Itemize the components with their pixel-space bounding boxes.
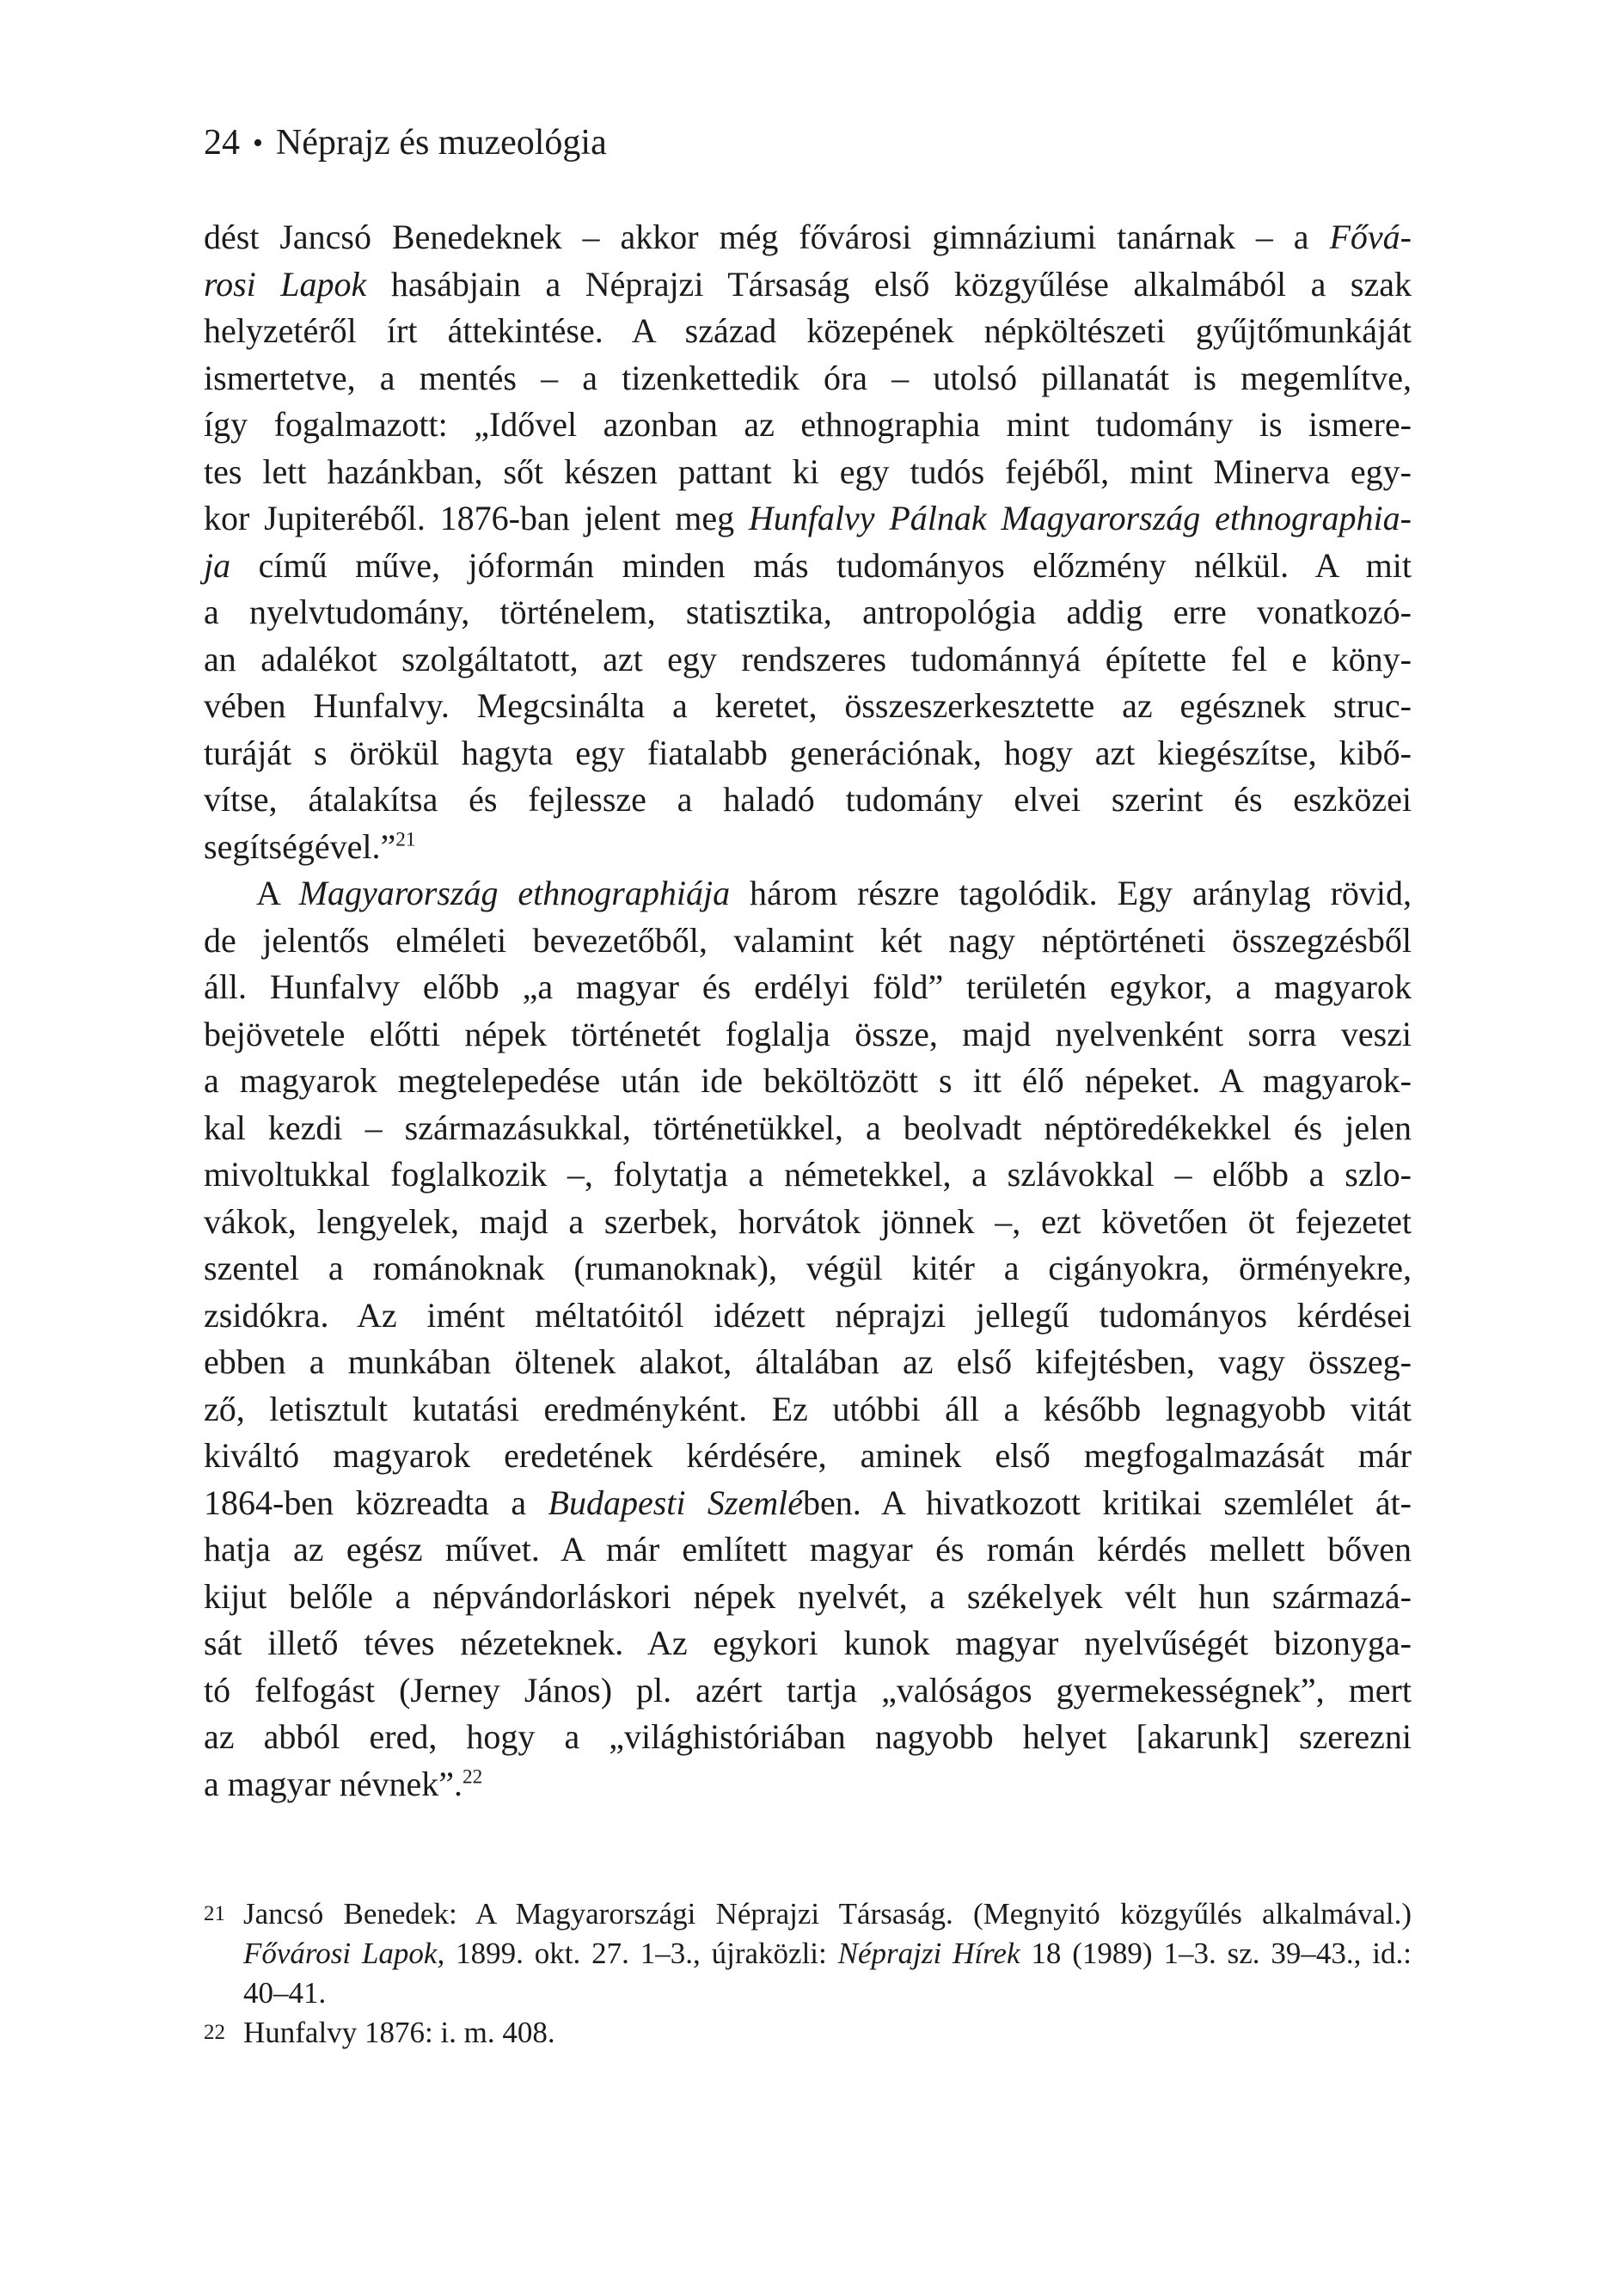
body-line (204, 870, 1412, 918)
body-line (204, 730, 1412, 777)
text-run: 18 (1989) 1–3. sz. 39–43., id.: (1020, 1937, 1412, 1970)
body-line (204, 918, 1412, 965)
footnote-reference: 21 (395, 828, 416, 851)
italic-text-run: Fővárosi Lapok, (243, 1937, 445, 1970)
body-line (204, 964, 1412, 1011)
body-line (204, 1105, 1412, 1152)
body-line (204, 1339, 1412, 1386)
footnote (204, 1894, 1412, 2013)
italic-text-run: Magyarország ethnographiája (298, 874, 731, 912)
body-line (204, 1714, 1412, 1761)
body-text-block (204, 214, 1412, 1808)
body-line (204, 683, 1412, 730)
text-run: de jelentős elméleti bevezetőből, valamint két nagy néptörténeti összegzésből (204, 920, 1412, 960)
text-run: hasábjain a Néprajzi Társaság első közgyűlése alkalmából a szak (366, 264, 1412, 304)
text-run: vében Hunfalvy. Megcsinálta a keretet, összeszerkesztette az egésznek struc- (204, 686, 1412, 725)
text-run: bejövetele előtti népek történetét foglalja össze, majd nyelvenként sorra veszi (204, 1014, 1412, 1053)
text-run: helyzetéről írt áttekintése. A század közepének népköltészeti gyűjtőmunkáját (204, 311, 1412, 350)
body-line (204, 261, 1412, 309)
text-run: ben. A hivatkozott kritikai szemlélet át- (803, 1483, 1412, 1522)
footnote-line (243, 1974, 1412, 2013)
text-run: an adalékot szolgáltatott, azt egy rendszeres tudománnyá építette fel e köny- (204, 639, 1412, 678)
italic-text-run: Budapesti Szemlé (548, 1483, 803, 1522)
body-line (204, 543, 1412, 590)
text-run: a magyarok megtelepedése után ide beköltözött s itt élő népeket. A magyarok- (204, 1061, 1412, 1100)
text-run: a magyar névnek”. (204, 1764, 463, 1803)
body-line (204, 308, 1412, 355)
text-run: vítse, átalakítsa és fejlessze a haladó tudomány elvei szerint és eszközei (204, 780, 1412, 819)
text-run: 1864-ben közreadta a (204, 1483, 548, 1522)
body-line (204, 777, 1412, 824)
footnote (204, 2013, 1412, 2053)
footnote-text (243, 1894, 1412, 2013)
body-line (204, 1620, 1412, 1667)
body-line (204, 1386, 1412, 1433)
text-run: 1899. okt. 27. 1–3., újraközli: (444, 1937, 838, 1970)
header-bullet-separator: • (253, 127, 263, 159)
page-number: 24 (204, 123, 240, 163)
footnote-text (243, 2013, 1412, 2053)
text-run: dést Jancsó Benedeknek – akkor még fővárosi gimnáziumi tanárnak – a (204, 218, 1330, 256)
text-run: kijut belőle a népvándorláskori népek nyelvét, a székelyek vélt hun származá- (204, 1576, 1412, 1616)
text-run: az abból ered, hogy a „világhistóriában nagyobb helyet [akarunk] szerezni (204, 1717, 1412, 1756)
italic-text-run: Fővá- (1329, 218, 1412, 256)
text-run: kal kezdi – származásukkal, történetükkel, a beolvadt néptöredékekkel és jelen (204, 1108, 1412, 1147)
text-run: segítségével.” (204, 826, 396, 866)
text-run: turáját s örökül hagyta egy fiatalabb generációnak, hogy azt kiegészítse, kibő- (204, 733, 1412, 772)
text-run: ebben a munkában öltenek alakot, általában az első kifejtésben, vagy összeg- (204, 1342, 1412, 1381)
body-line (204, 1199, 1412, 1246)
body-line (204, 449, 1412, 496)
body-line (204, 495, 1412, 543)
text-run: áll. Hunfalvy előbb „a magyar és erdélyi föld” területén egykor, a magyarok (204, 967, 1412, 1006)
text-run: 40–41. (243, 1976, 327, 2010)
body-line (204, 1011, 1412, 1059)
italic-text-run: Néprajzi Hírek (837, 1937, 1020, 1970)
text-run: kiváltó magyarok eredetének kérdésére, aminek első megfogalmazását már (204, 1436, 1412, 1475)
italic-text-run: ja (204, 545, 231, 585)
footnote-number: 21 (204, 1902, 225, 1925)
body-line (204, 1433, 1412, 1480)
footnote-number: 22 (204, 2021, 225, 2044)
text-run: három részre tagolódik. Egy aránylag rövid, (730, 874, 1412, 912)
body-line (204, 1667, 1412, 1715)
body-line (204, 589, 1412, 636)
body-line (204, 1058, 1412, 1105)
text-run: zsidókra. Az imént méltatóitól idézett néprajzi jellegű tudományos kérdései (204, 1295, 1412, 1335)
body-line (204, 1761, 1412, 1808)
footnotes-section (204, 1894, 1412, 2053)
body-line (204, 214, 1412, 261)
italic-text-run: rosi Lapok (204, 264, 367, 304)
text-run: vákok, lengyelek, majd a szerbek, horvátok jönnek –, ezt követően öt fejezetet (204, 1201, 1412, 1241)
body-line (204, 636, 1412, 684)
text-run: így fogalmazott: „Idővel azonban az ethnographia mint tudomány is ismere- (204, 405, 1412, 444)
body-line (204, 1292, 1412, 1340)
footnote-line (243, 2013, 1412, 2053)
body-line (204, 1574, 1412, 1621)
text-run: Jancsó Benedek: A Magyarországi Néprajzi Társaság. (Megnyitó közgyűlés alkalmával.) (243, 1897, 1412, 1931)
text-run: Hunfalvy 1876: i. m. 408. (243, 2016, 555, 2049)
text-run: ző, letisztult kutatási eredményként. Ez utóbbi áll a később legnagyobb vitát (204, 1389, 1412, 1428)
body-line (204, 402, 1412, 449)
text-run: hatja az egész művet. A már említett magyar és román kérdés mellett bőven (204, 1530, 1412, 1569)
chapter-title: Néprajz és muzeológia (275, 123, 607, 163)
text-run: a nyelvtudomány, történelem, statisztika, antropológia addig erre vonatkozó- (204, 592, 1412, 631)
body-line (204, 355, 1412, 402)
footnote-line (243, 1934, 1412, 1974)
body-line (204, 1151, 1412, 1199)
text-run: A (256, 874, 299, 912)
text-run: sát illető téves nézeteknek. Az egykori kunok magyar nyelvűségét bizonyga- (204, 1624, 1412, 1662)
italic-text-run: Hunfalvy Pálnak Magyarország ethnographia- (748, 499, 1412, 537)
footnote-reference: 22 (462, 1765, 483, 1789)
body-line (204, 1245, 1412, 1292)
footnote-line (243, 1894, 1412, 1934)
text-run: című műve, jóformán minden más tudományos előzmény nélkül. A mit (230, 545, 1412, 585)
text-run: kor Jupiteréből. 1876-ban jelent meg (204, 499, 749, 537)
text-run: tó felfogást (Jerney János) pl. azért tartja „valóságos gyermekességnek”, mert (204, 1670, 1412, 1710)
body-line (204, 1526, 1412, 1574)
text-run: szentel a románoknak (rumanoknak), végül kitér a cigányokra, örményekre, (204, 1249, 1412, 1287)
text-run: ismertetve, a mentés – a tizenkettedik óra – utolsó pillanatát is megemlítve, (204, 358, 1412, 397)
text-run: tes lett hazánkban, sőt készen pattant ki egy tudós fejéből, mint Minerva egy- (204, 451, 1412, 491)
body-line (204, 824, 1412, 871)
body-line (204, 1480, 1412, 1527)
text-run: mivoltukkal foglalkozik –, folytatja a németekkel, a szlávokkal – előbb a szlo- (204, 1155, 1412, 1194)
running-header (204, 121, 607, 165)
